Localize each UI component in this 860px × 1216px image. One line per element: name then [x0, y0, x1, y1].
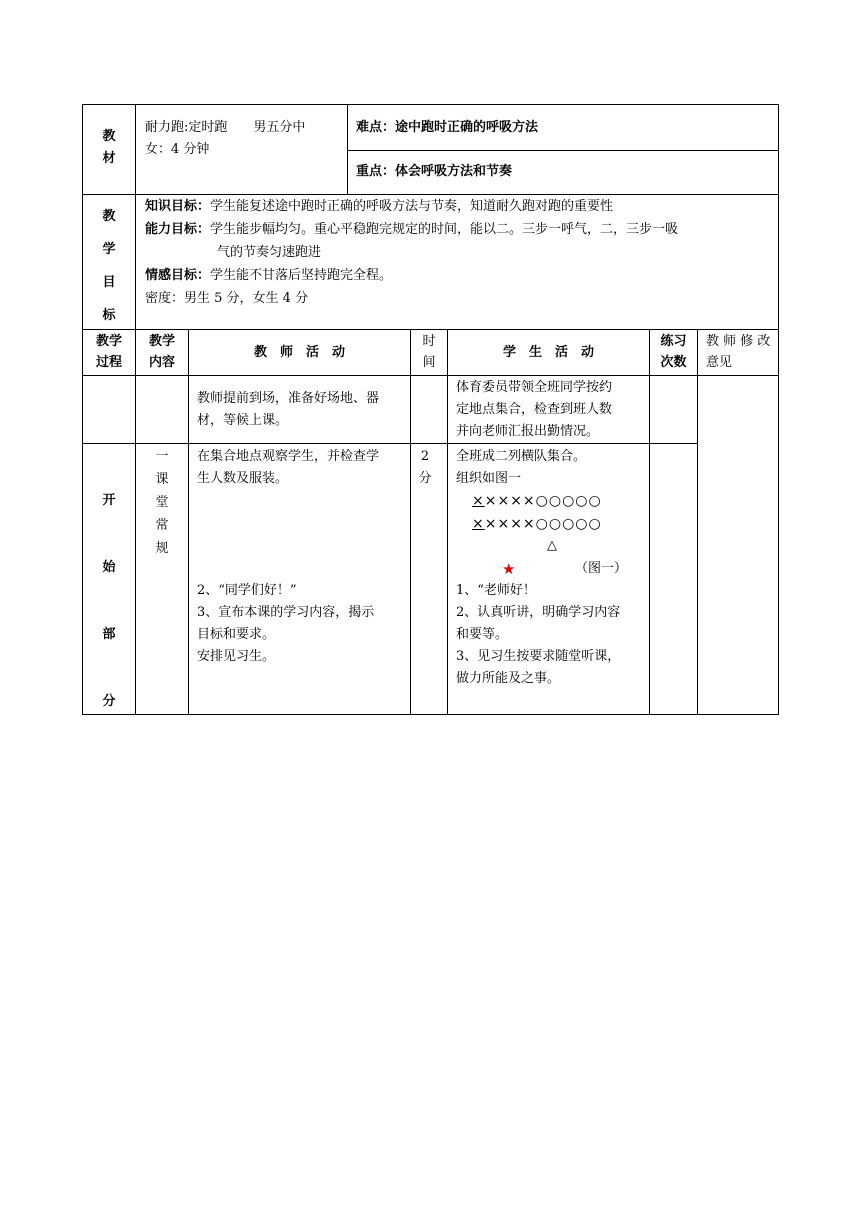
row1-student-activity: 体育委员带领全班同学按约 定地点集合，检查到班人数 并向老师汇报出勤情况。	[456, 380, 613, 439]
difficulty	[356, 117, 538, 139]
formation-row-1-members: ××××○○○○○	[484, 493, 602, 509]
formation-row-1	[472, 490, 602, 512]
formation-star-icon: ★	[502, 560, 516, 578]
row2-content: 一 课 堂 常 规	[155, 449, 169, 556]
formation-row-1-leader: ×	[472, 493, 485, 509]
col-divider-student	[649, 329, 650, 715]
col-header-teacher: 教 师 活 动	[253, 345, 345, 360]
col-header-content: 教学 内容	[148, 334, 175, 370]
col-divider-material-difficulty	[347, 104, 348, 195]
col-divider-teacher	[410, 329, 411, 715]
ability-text: 学生能步幅均匀。重心平稳跑完规定的时间，能以二。三步一呼气，二，三步一吸	[210, 222, 679, 237]
row-divider-objectives-columns	[82, 329, 779, 330]
ability-label: 能力目标：	[145, 222, 211, 237]
formation-teacher-triangle: △	[547, 538, 557, 553]
table-bottom-border	[82, 714, 779, 715]
emotion-label: 情感目标：	[145, 268, 211, 283]
row-divider-row1-row2	[82, 443, 697, 444]
focus-label: 重点：	[356, 164, 396, 179]
knowledge-objective	[145, 196, 613, 218]
table-right-border	[778, 104, 779, 715]
col-divider-practice	[697, 329, 698, 715]
col-divider-label-top	[135, 104, 136, 330]
objectives-label: 教 学 目 标	[102, 209, 116, 323]
difficulty-label: 难点：	[356, 120, 396, 135]
row2-process: 开 始 部 分	[102, 493, 116, 709]
emotion-objective	[145, 265, 392, 287]
row2-student-activity-b: 1、“老师好！ 2、认真听讲，明确学习内容 和要等。 3、见习生按要求随堂听课， 做力所能及之事。	[456, 583, 621, 686]
formation-row-2-leader: ×	[472, 516, 485, 532]
table-top-border	[82, 104, 779, 105]
focus-text: 体会呼吸方法和节奏	[395, 164, 513, 179]
ability-objective-cont: 气的节奏匀速跑进	[217, 245, 322, 260]
density-text: 密度：男生 5 分，女生 4 分	[145, 291, 309, 306]
knowledge-label: 知识目标：	[145, 199, 211, 214]
col-header-time: 时 间	[422, 334, 436, 370]
row2-teacher-activity-b: 2、“同学们好！” 3、宣布本课的学习内容，揭示 目标和要求。 安排见习生。	[197, 583, 375, 664]
ability-objective	[145, 219, 678, 241]
row-divider-columns-row1	[82, 375, 779, 376]
knowledge-text: 学生能复述途中跑时正确的呼吸方法与节奏，知道耐久跑对跑的重要性	[210, 199, 614, 214]
emotion-text: 学生能不甘落后坚持跑完全程。	[210, 268, 393, 283]
difficulty-text: 途中跑时正确的呼吸方法	[395, 120, 539, 135]
row2-time: 2 分	[418, 449, 432, 486]
row1-teacher-activity: 教师提前到场，准备好场地、器 材，等候上课。	[197, 391, 380, 428]
material-text: 耐力跑:定时跑 男五分中 女：4 分钟	[145, 120, 306, 157]
formation-caption: （图一）	[575, 561, 628, 576]
col-header-revision: 教 师 修 改 意见	[706, 334, 771, 370]
formation-row-2-members: ××××○○○○○	[484, 516, 602, 532]
focus	[356, 161, 512, 183]
row-divider-difficulty-focus	[347, 150, 779, 151]
row2-teacher-activity-a: 在集合地点观察学生，并检查学 生人数及服装。	[197, 449, 380, 486]
formation-row-2	[472, 513, 602, 535]
col-header-process: 教学 过程	[95, 334, 122, 370]
row-divider-material-objectives	[82, 194, 779, 195]
material-label: 教 材	[102, 129, 116, 166]
col-header-student: 学 生 活 动	[502, 345, 594, 360]
col-header-practice: 练习 次数	[660, 334, 687, 370]
col-divider-content	[188, 329, 189, 715]
row2-student-activity-a: 全班成二列横队集合。 组织如图一	[456, 449, 587, 486]
col-divider-time	[447, 329, 448, 715]
